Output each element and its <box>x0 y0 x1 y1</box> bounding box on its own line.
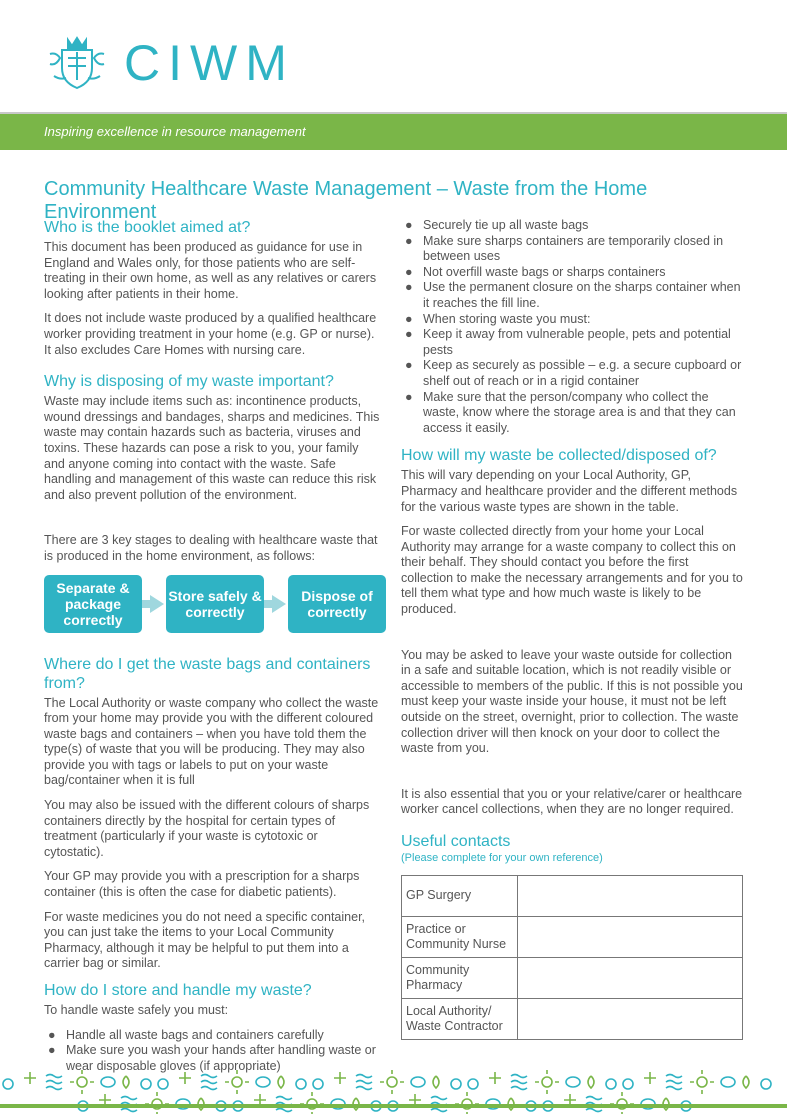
paragraph: For waste medicines you do not need a specific container, you can just take the items to your Local Community Pharmacy, although it may be helpful to put them into a carrier bag or similar. <box>44 909 366 971</box>
bullet-icon: ● <box>48 1043 56 1058</box>
bullet-icon: ● <box>405 389 413 404</box>
bullet-icon: ● <box>405 280 413 295</box>
paragraph: There are 3 key stages to dealing with healthcare waste that is produced in the home environment, as follows: <box>44 533 378 563</box>
table-row <box>402 957 743 998</box>
contact-label: Local Authority/ Waste Contractor <box>402 998 518 1039</box>
arrow-right-icon <box>272 595 286 613</box>
bullet-icon: ● <box>405 218 413 232</box>
paragraph: This document has been produced as guidance for use in England and Wales only, for those patients who are self-treating in their own home, as well as any relatives or carers looking after patients in their home. <box>44 240 377 301</box>
stage-box: Dispose of correctly <box>288 575 386 633</box>
list-item-text: Keep it away from vulnerable people, pets and potential pests <box>423 327 731 357</box>
paragraph: To handle waste safely you must: <box>44 1003 229 1017</box>
table-row <box>402 916 743 957</box>
list-item-text: Securely tie up all waste bags <box>423 218 589 232</box>
paragraph: You may be asked to leave your waste outside for collection in a safe and suitable location, which is not readily visible or accessible to members of the public. If this is not possible you must keep your waste inside your house, it must not be left outside on the street, overnight, prior to collection. The waste collection driver will then knock on your door to collect the waste from you. <box>401 647 743 756</box>
arrow-right-icon <box>150 595 164 613</box>
list-item-text: Use the permanent closure on the sharps container when it reaches the fill line. <box>423 280 741 310</box>
list-item-text: Handle all waste bags and containers carefully <box>66 1027 324 1042</box>
contact-label: Community Pharmacy <box>402 957 518 998</box>
bullet-list <box>401 218 743 436</box>
list-item-text: Make sure sharps containers are temporarily closed in between uses <box>423 233 724 264</box>
bullet-icon: ● <box>405 264 413 279</box>
stage-box: Separate & package correctly <box>44 575 142 633</box>
list-item <box>401 218 743 234</box>
contact-entry-field[interactable] <box>518 998 743 1039</box>
section-heading: Where do I get the waste bags and containers from? <box>44 655 371 692</box>
paragraph: This will vary depending on your Local Authority, GP, Pharmacy and healthcare provider and the different methods for the various waste types are shown in the table. <box>401 468 738 514</box>
bullet-icon: ● <box>405 327 413 342</box>
table-row <box>402 875 743 916</box>
bullet-icon: ● <box>405 358 413 373</box>
paragraph: It does not include waste produced by a qualified healthcare worker providing treatment in your home (e.g. GP or nurse). It also excludes Care Homes with nursing care. <box>44 311 377 357</box>
list-item <box>401 265 743 281</box>
ciwm-logo <box>46 30 306 94</box>
tagline-banner <box>0 114 787 150</box>
list-item-text: Make sure that the person/company who collect the waste, know where the storage area is and that they can access it easily. <box>423 389 736 435</box>
contacts-note: (Please complete for your own reference) <box>401 852 603 864</box>
stage-box: Store safely & correctly <box>166 575 264 633</box>
paragraph: Your GP may provide you with a prescription for a sharps container (this is often the case for diabetic patients). <box>44 869 360 900</box>
flow-arrow-stem <box>264 600 272 608</box>
tagline: Inspiring excellence in resource management <box>44 124 306 139</box>
bullet-icon: ● <box>48 1027 56 1042</box>
paragraph: Waste may include items such as: incontinence products, wound dressings and bandages, sharps and medicines. This waste may contain hazards such as bacteria, viruses and toxins. These hazards can pose a risk to you, your family and anyone coming into contact with the waste. Safe handling and management of this waste can reduce this risk and also prevent pollution of the environment. <box>44 394 380 502</box>
contact-label: Practice or Community Nurse <box>402 916 518 957</box>
list-item <box>401 390 743 437</box>
page-title: Community Healthcare Waste Management – Waste from the Home Environment <box>44 178 648 223</box>
paragraph: The Local Authority or waste company who collect the waste from your home may provide you with the different coloured waste bags and containers – when you have told them the type(s) of waste that you will be producing. They may also provide you with tags or labels to put on your waste bag/container when it is full <box>44 695 379 788</box>
table-row <box>402 998 743 1039</box>
list-item-text: Not overfill waste bags or sharps containers <box>423 264 666 279</box>
right-column <box>401 218 743 1040</box>
contacts-table <box>401 875 743 1040</box>
contact-entry-field[interactable] <box>518 916 743 957</box>
paragraph: You may also be issued with the different colours of sharps containers directly by the hospital for certain types of treatment (particularly if your waste is cytotoxic or cytostatic). <box>44 798 370 859</box>
list-item <box>401 234 743 265</box>
footer-rule <box>0 1104 787 1108</box>
contact-entry-field[interactable] <box>518 875 743 916</box>
brand-name: CIWM <box>124 35 295 91</box>
list-item-text: When storing waste you must: <box>423 311 591 326</box>
bullet-icon: ● <box>405 233 413 248</box>
list-item-text: Keep as securely as possible – e.g. a secure cupboard or shelf out of reach or in a rigid container <box>423 358 742 388</box>
bullet-icon: ● <box>405 311 413 326</box>
list-item-text: Make sure you wash your hands after handling waste or wear disposable gloves (if appropriate) <box>66 1043 376 1073</box>
crest-icon <box>46 30 108 92</box>
contact-label: GP Surgery <box>402 875 518 916</box>
three-stage-flow <box>44 575 380 637</box>
list-item <box>401 280 743 311</box>
contact-entry-field[interactable] <box>518 957 743 998</box>
paragraph: For waste collected directly from your home your Local Authority may arrange for a waste company to collect this on their behalf. They should contact you before the first collection to make the necessary arrangements and for you to tell them what type and how much waste is likely to be produced. <box>401 524 743 617</box>
section-heading: Who is the booklet aimed at? <box>44 219 251 236</box>
list-item <box>401 312 743 328</box>
list-item <box>401 358 743 389</box>
paragraph: It is also essential that you or your relative/carer or healthcare worker cancel collections, when they are no longer required. <box>401 786 743 817</box>
section-heading: How do I store and handle my waste? <box>44 982 312 999</box>
list-item <box>401 327 743 358</box>
left-column <box>44 218 380 1074</box>
section-heading: How will my waste be collected/disposed of? <box>401 447 717 465</box>
section-heading: Useful contacts <box>401 833 511 850</box>
section-heading: Why is disposing of my waste important? <box>44 373 334 391</box>
list-item <box>44 1028 380 1044</box>
